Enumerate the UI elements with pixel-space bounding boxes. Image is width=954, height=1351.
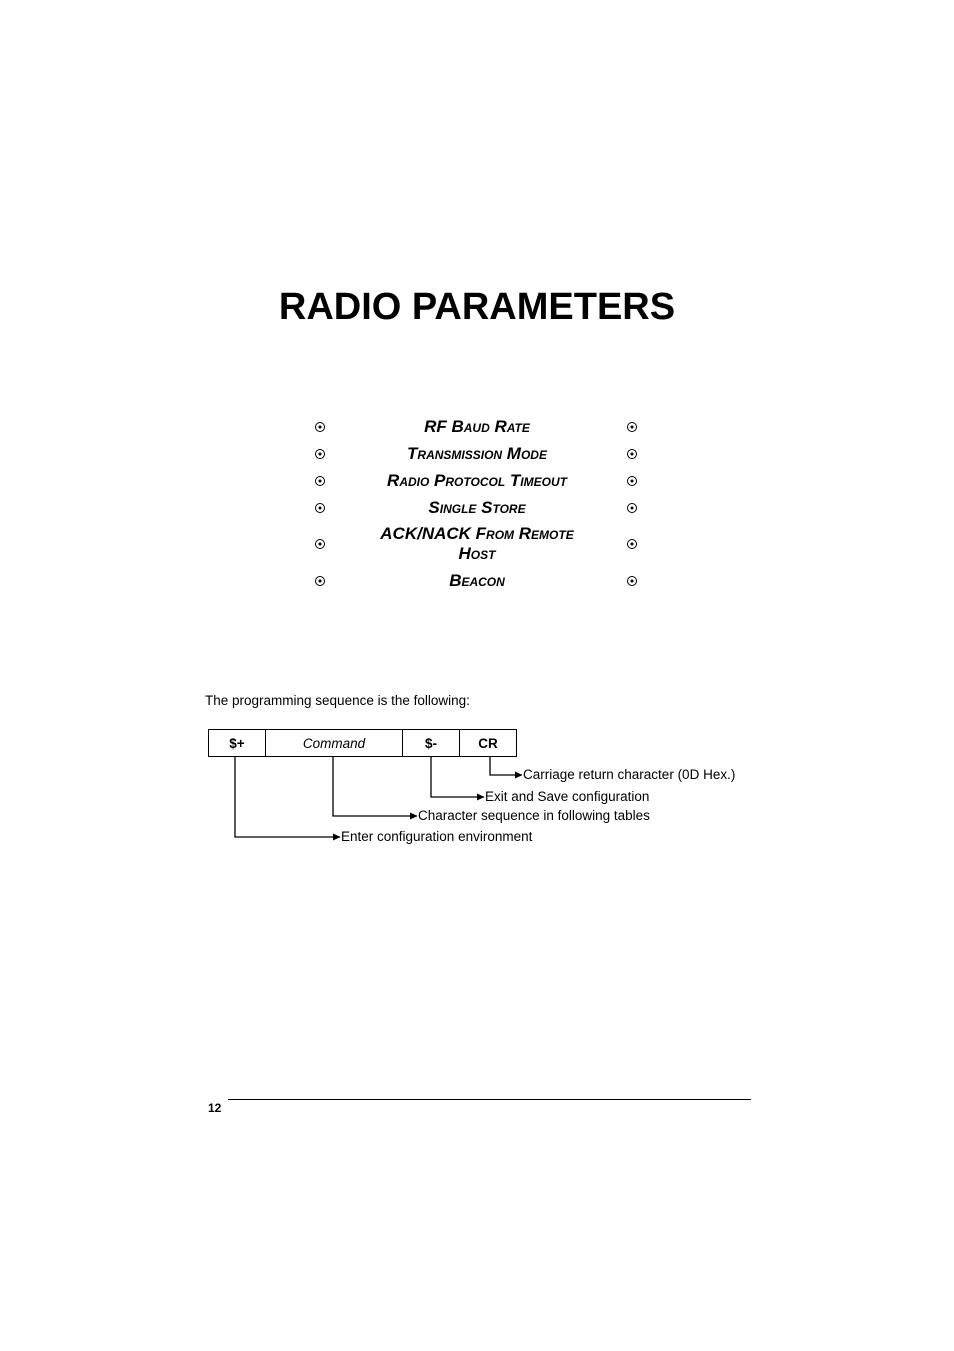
contents-item-label: Single Store xyxy=(428,497,526,517)
page-title: RADIO PARAMETERS xyxy=(278,286,676,328)
annotation-enter-config: Enter configuration environment xyxy=(341,829,533,844)
contents-item-label: Transmission Mode xyxy=(407,443,547,463)
contents-item-label: ACK/NACK From Remote Host xyxy=(380,524,574,563)
footer-divider xyxy=(228,1099,751,1100)
connector-enter xyxy=(235,757,340,837)
annotation-character-sequence: Character sequence in following tables xyxy=(418,808,650,823)
contents-item-label: Beacon xyxy=(449,570,505,590)
sequence-cell-cr: CR xyxy=(478,735,498,751)
sequence-cell-exit: $- xyxy=(403,730,460,756)
page-number: 12 xyxy=(208,1101,222,1115)
connector-command xyxy=(333,757,417,816)
annotation-exit-save: Exit and Save configuration xyxy=(485,789,650,804)
sequence-cell-enter: $+ xyxy=(209,730,266,756)
contents-item-label: Radio Protocol Timeout xyxy=(387,470,567,490)
sequence-intro: The programming sequence is the following: xyxy=(205,693,470,708)
contents-item-label: RF Baud Rate xyxy=(424,416,530,436)
sequence-cell-command: Command xyxy=(266,730,403,756)
annotation-carriage-return: Carriage return character (0D Hex.) xyxy=(523,767,736,782)
connector-exit xyxy=(431,757,484,797)
connector-cr xyxy=(490,757,522,775)
